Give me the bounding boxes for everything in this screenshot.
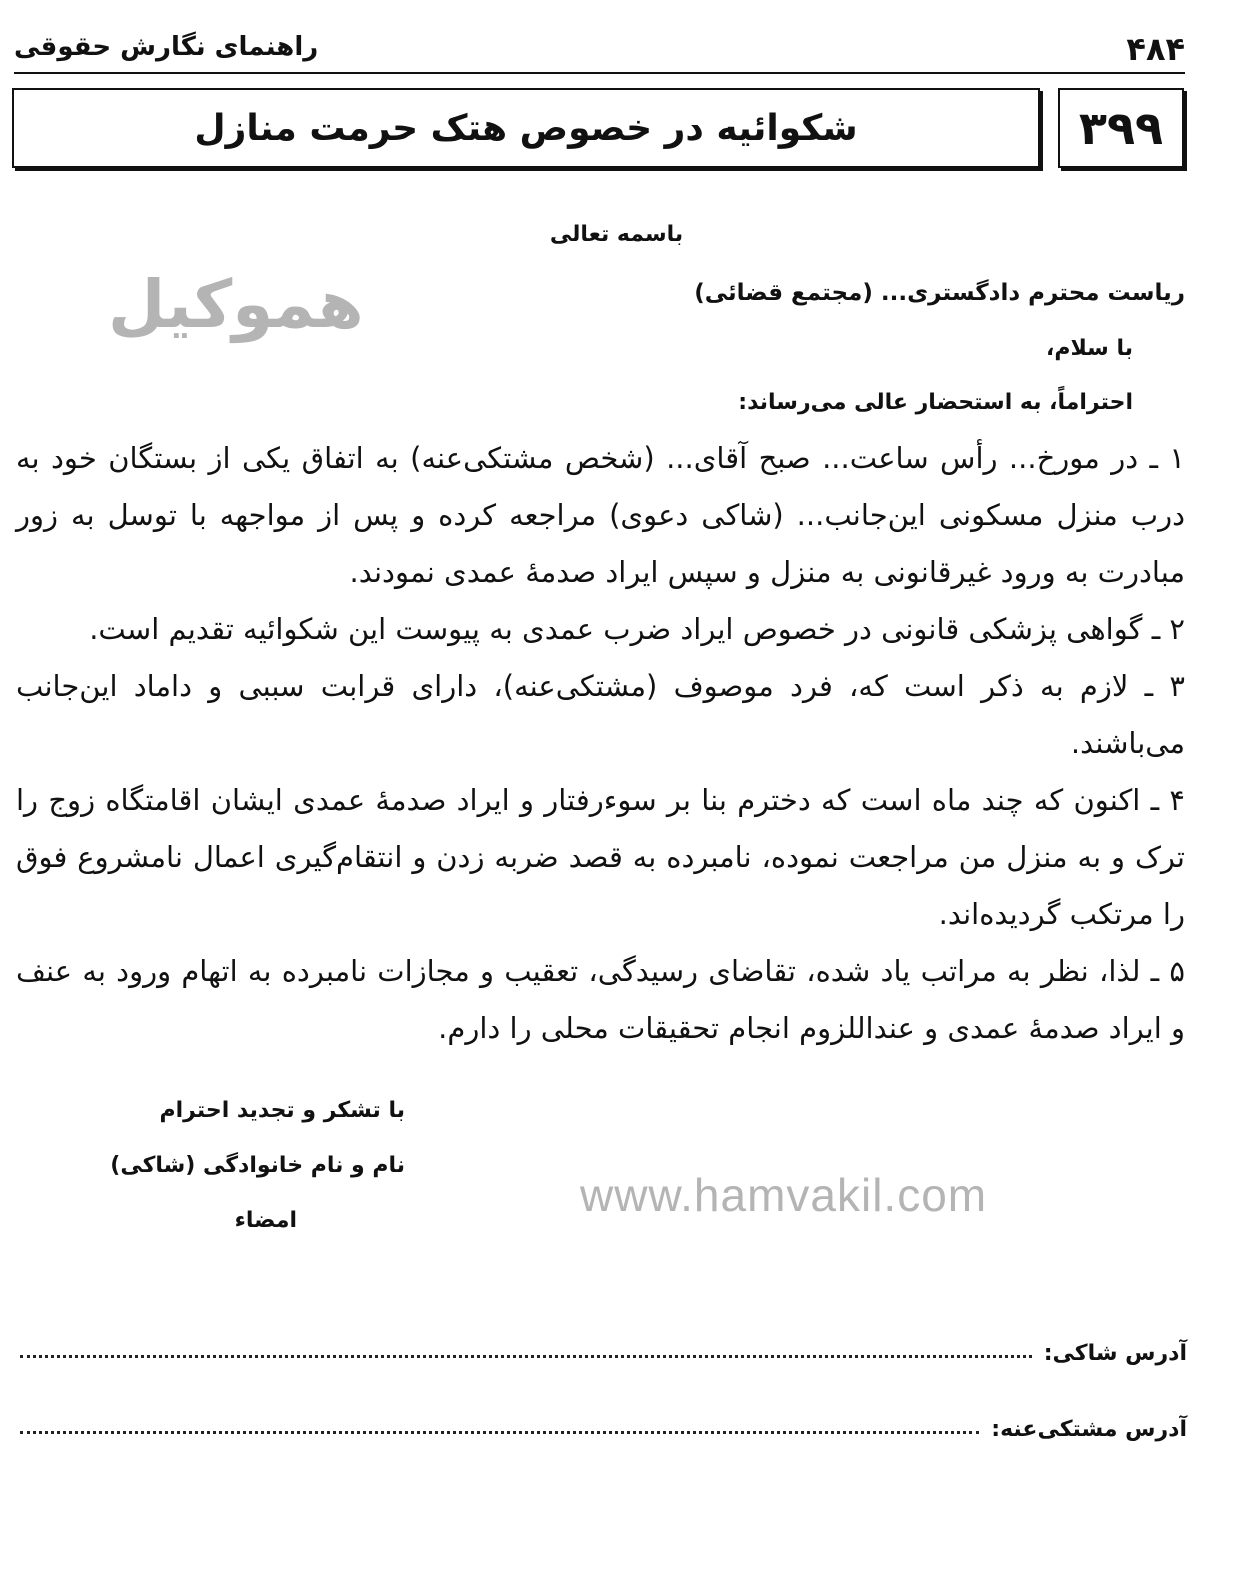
form-number: ۳۹۹ [1078, 101, 1164, 155]
form-title-box [12, 88, 1040, 168]
greeting: با سلام، [1045, 336, 1133, 361]
closing-name: نام و نام خانوادگی (شاکی) [110, 1153, 405, 1178]
paragraph-1: ۱ ـ در مورخ... رأس ساعت... صبح آقای... (شخص مشتکی‌عنه) به اتفاق یکی از بستگان خود به درب منزل مسکونی این‌جانب... (شاکی دعوی) مراجعه کرده و پس از مواجهه با توسل به زور مبادرت به ورود غیرقانونی به منزل و سپس ایراد صدمهٔ عمدی نمودند. [16, 441, 1185, 589]
paragraph-3: ۳ ـ لازم به ذکر است که، فرد موصوف (مشتکی‌عنه)، دارای قرابت سببی و داماد این‌جانب می‌باشند. [16, 669, 1185, 760]
defendant-address-row [20, 1408, 1187, 1442]
respect-line: احتراماً، به استحضار عالی می‌رساند: [738, 390, 1133, 415]
watermark-url: www.hamvakil.com [580, 1169, 988, 1221]
complaint-body [16, 430, 1185, 1057]
complainant-address-label: آدرس شاکی: [1043, 1341, 1187, 1366]
defendant-address-dots [20, 1431, 979, 1434]
complainant-address-dots [20, 1355, 1032, 1358]
closing-thanks: با تشکر و تجدید احترام [159, 1098, 405, 1123]
header-rule [14, 72, 1185, 74]
book-title: راهنمای نگارش حقوقی [14, 32, 319, 62]
paragraph-4: ۴ ـ اکنون که چند ماه است که دخترم بنا بر سوءرفتار و ایراد صدمهٔ عمدی ایشان اقامتگاه زوج را ترک و به منزل من مراجعت نموده، نامبرده به قصد ضربه زدن و انتقام‌گیری اعمال نامشروع فوق را مرتکب گردیده‌اند. [16, 783, 1185, 931]
closing-block [110, 1098, 405, 1263]
page-number: ۴۸۴ [1126, 30, 1185, 68]
form-title: شکوائیه در خصوص هتک حرمت منازل [194, 107, 858, 149]
bismillah: باسمه تعالی [549, 222, 684, 247]
paragraph-2: ۲ ـ گواهی پزشکی قانونی در خصوص ایراد ضرب عمدی به پیوست این شکوائیه تقدیم است. [89, 612, 1185, 646]
form-number-box [1058, 88, 1184, 168]
watermark-name: هموکیل [108, 266, 364, 343]
paragraph-5: ۵ ـ لذا، نظر به مراتب یاد شده، تقاضای رسیدگی، تعقیب و مجازات نامبرده به اتهام ورود به عنف و ایراد صدمهٔ عمدی و عنداللزوم انجام تحقیقات محلی را دارم. [16, 954, 1185, 1045]
running-head [14, 30, 1185, 70]
complainant-address-row [20, 1332, 1187, 1366]
addressee: ریاست محترم دادگستری... (مجتمع قضائی) [694, 280, 1185, 306]
defendant-address-label: آدرس مشتکی‌عنه: [991, 1417, 1187, 1442]
closing-signature: امضاء [234, 1208, 297, 1233]
